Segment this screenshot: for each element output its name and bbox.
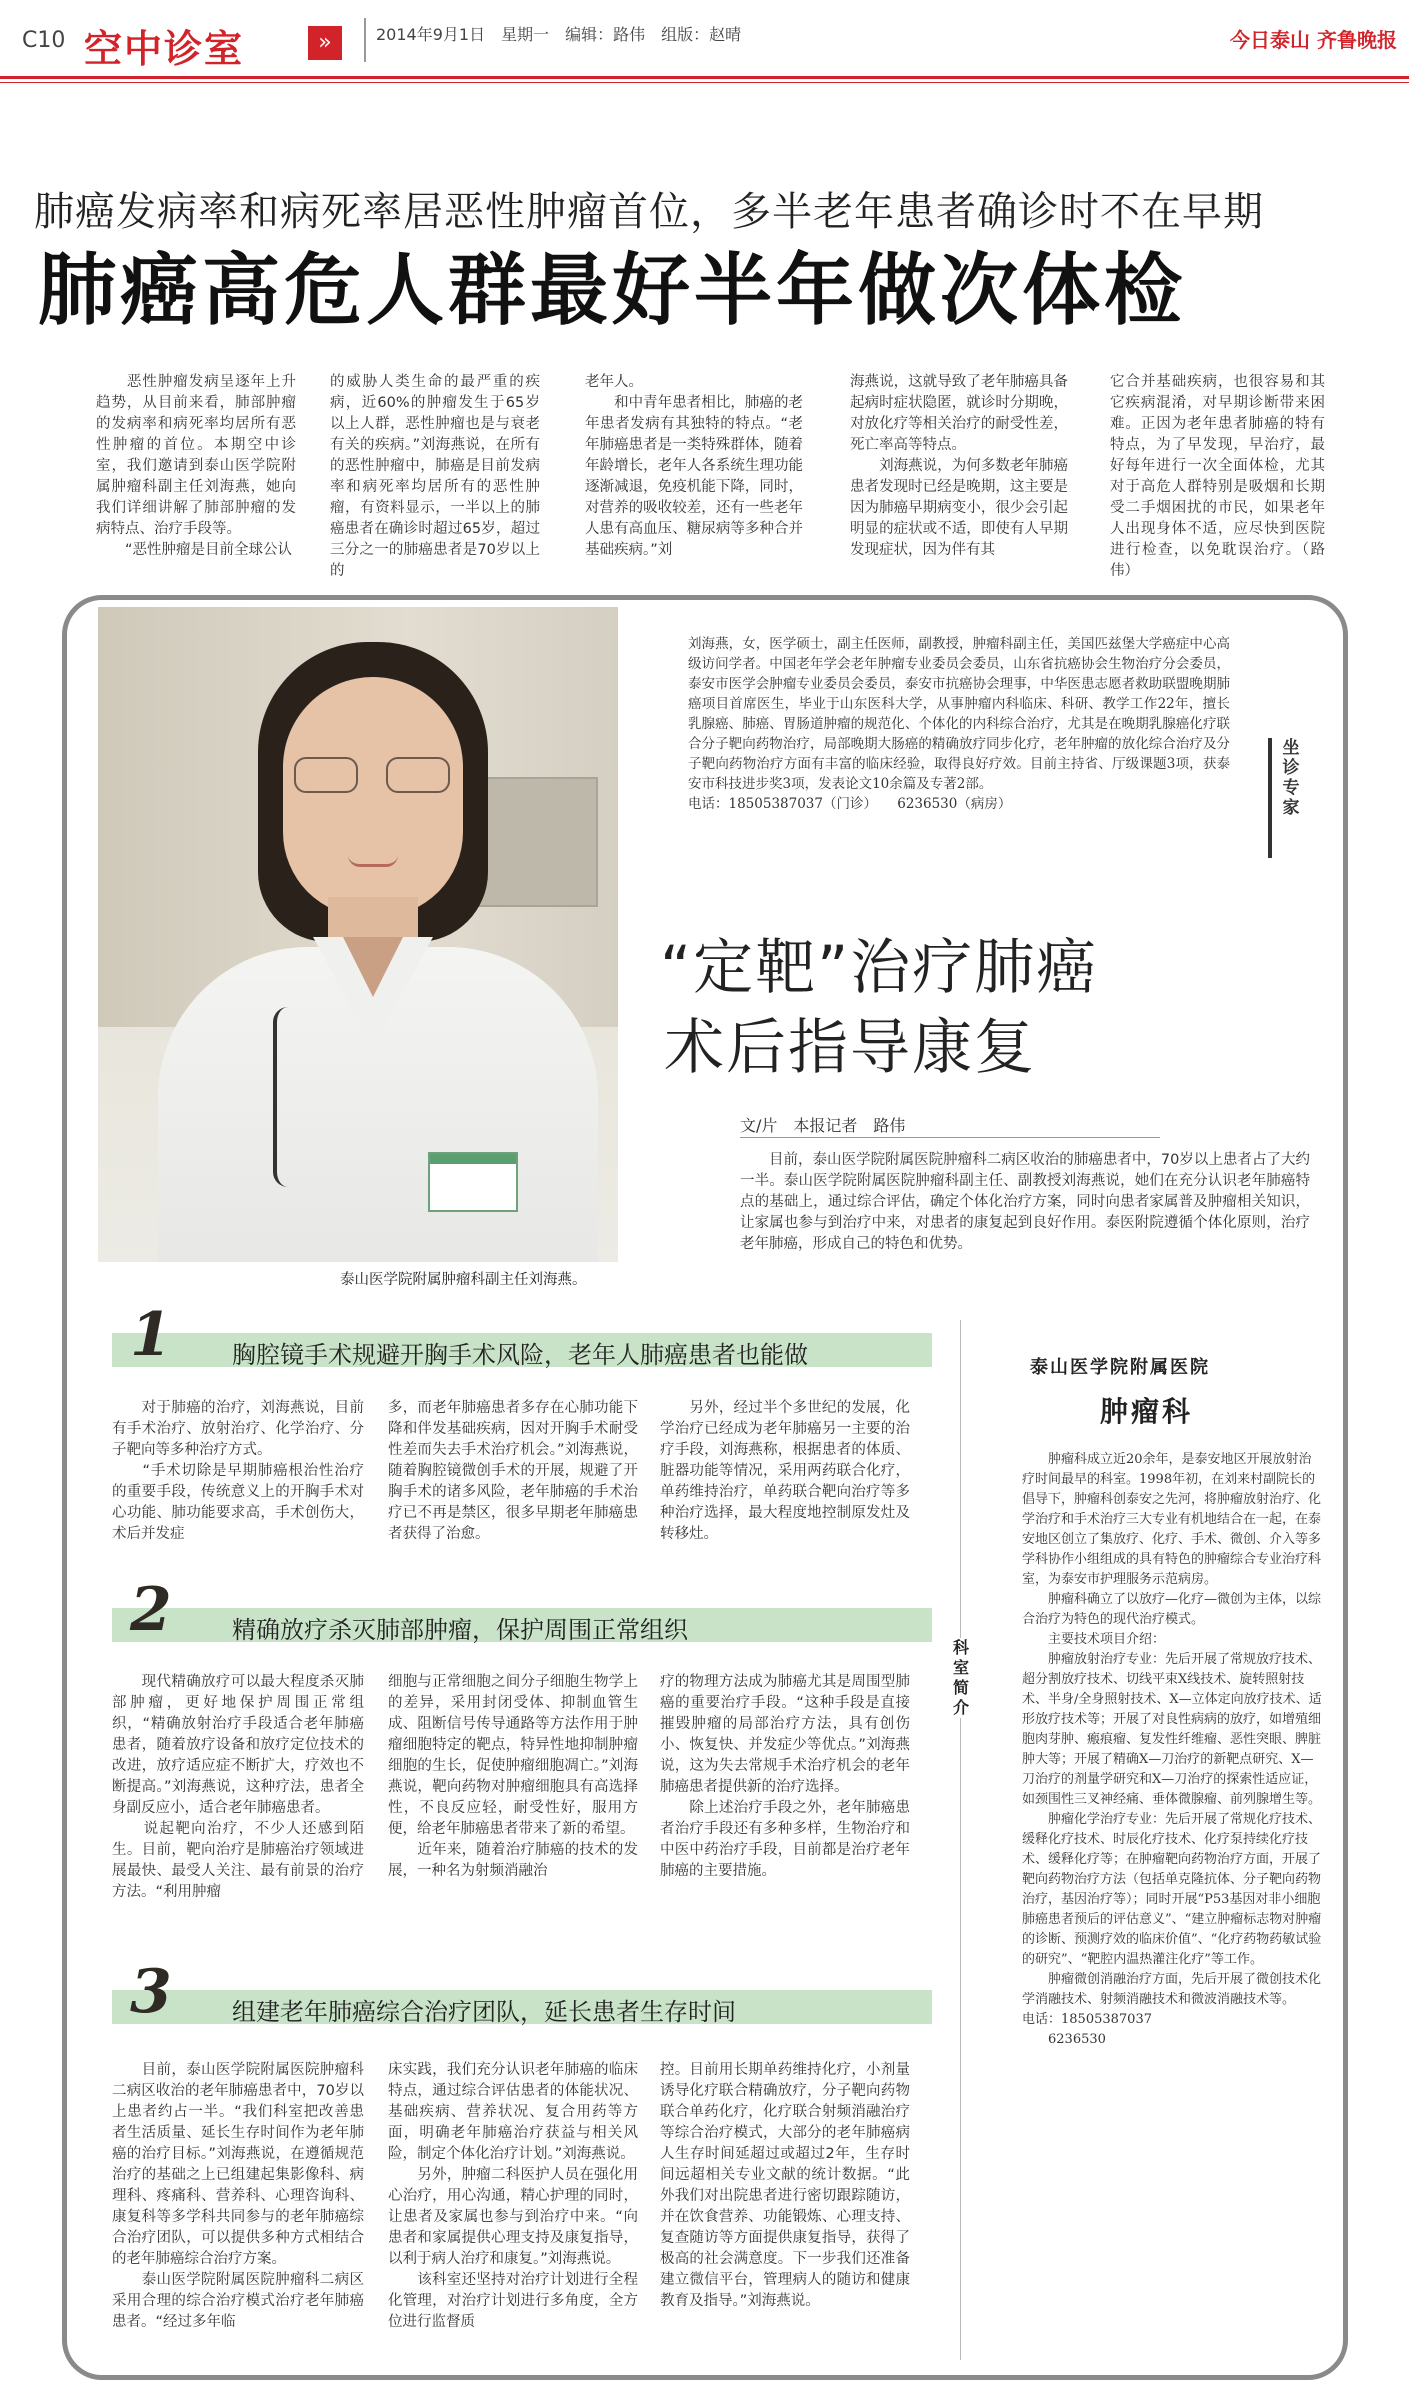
section-title-1: 胸腔镜手术规避开胸手术风险，老年人肺癌患者也能做 — [232, 1341, 808, 1369]
header-rule — [0, 76, 1409, 79]
feature-title-line2: 术后指导康复 — [664, 1013, 1036, 1083]
newspaper-masthead: 今日泰山 齐鲁晚报 — [1230, 28, 1397, 52]
section3-column-1: 目前，泰山医学院附属医院肿瘤科二病区收治的老年肺癌患者中，70岁以上患者约占一半。“我们科室把改善患者生活质量、延长生存时间作为老年肺癌的治疗目标。”刘海燕说，在遵循规范治疗的基础之上已组建起集影像科、病理科、疼痛科、营养科、心理咨询科、康复科等多学科共同参与的老年肺癌综合治疗团队，可以提供多种方式相结合的老年肺癌综合治疗方案。 泰山医学院附属医院肿瘤科二病区采用合理的综合治疗模式治疗老年肺癌患者。“经过多年临 — [112, 2062, 364, 2330]
section3-column-3: 控。目前用长期单药维持化疗，小剂量诱导化疗联合精确放疗，分子靶向药物联合单药化疗，化疗联合射频消融治疗等综合治疗模式，大部分的老年肺癌病人生存时间延超过或超过2年，生存时间远超相关专业文献的统计数据。“此外我们对出院患者进行密切跟踪随访，并在饮食营养、功能锻炼、心理支持、复查随访等方面提供康复指导，获得了极高的社会满意度。下一步我们还准备建立微信平台，管理病人的随访和健康教育及指导。”刘海燕说。 — [660, 2062, 910, 2309]
section-number-2: 2 — [130, 1575, 172, 1645]
page-number: C10 — [22, 28, 66, 53]
top-column-3: 老年人。 和中青年患者相比，肺癌的老年患者发病有其独特的特点。“老年肺癌患者是一类特殊群体，随着年龄增长，老年人各系统生理功能逐渐减退，免疫机能下降，同时，对营养的吸收较差，还有一些老年人患有高血压、糖尿病等多种合并基础疾病。”刘 — [585, 374, 803, 558]
section-number-3: 3 — [130, 1957, 172, 2027]
feature-title-line1: “定靶”治疗肺癌 — [660, 933, 1099, 1003]
sidebar-text: 肿瘤科成立近20余年，是泰安地区开展放射治疗时间最早的科室。1998年初，在刘来村副院长的倡导下，肿瘤科创泰安之先河，将肿瘤放射治疗、化学治疗和手术治疗三大专业有机地结合在一起，在泰安地区创立了集放疗、化疗、手术、微创、介入等多学科协作小组组成的具有特色的肿瘤综合专业治疗科室，为泰安市护理服务示范病房。 肿瘤科确立了以放疗—化疗—微创为主体，以综合治疗为特色的现代治疗模式。 主要技术项目介绍： 肿瘤放射治疗专业：先后开展了常规放疗技术、超分割放疗技术、切线平束X线技术、旋转照射技术、半身/全身照射技术、X—立体定向放疗技术、适形放疗技术等；开展了对良性病病的放疗，如增殖细胞肉芽肿、瘢痕瘤、复发性纤维瘤、恶性突眼、脾脏肿大等；开展了精确X—刀治疗的新靶点研究、X—刀治疗的剂量学研究和X—刀治疗的探索性适应证，如颈围性三叉神经痛、垂体微腺瘤、前列腺增生等。 肿瘤化学治疗专业：先后开展了常规化疗技术、缓释化疗技术、时辰化疗技术、化疗泵持续化疗技术、缓释化疗等；在肿瘤靶向药物治疗方面，开展了靶向药物治疗方法（包括单克隆抗体、分子靶向药物治疗，基因治疗等）；同时开展“P53基因对非小细胞肺癌患者预后的评估意义”、“建立肿瘤标志物对肿瘤的诊断、预测疗效的临床价值”、“化疗药物药敏试验的研究”、“靶腔内温热灌注化疗”等工作。 肿瘤微创消融治疗方面，先后开展了微创技术化学消融技术、射频消融技术和微波消融技术等。 电话：18505387037 6236530 — [1022, 1452, 1322, 2047]
sidebar-department: 肿瘤科 — [1100, 1395, 1194, 1428]
section3-column-2: 床实践，我们充分认识老年肺癌的临床特点，通过综合评估患者的体能状况、基础疾病、营养状况、复合用药等方面，明确老年肺癌治疗获益与相关风险，制定个体化治疗计划。”刘海燕说。 另外，肿瘤二科医护人员在强化用心治疗，用心沟通，精心护理的同时，让患者及家属也参与到治疗中来。“向患者和家属提供心理支持及康复指导，以利于病人治疗和康复。”刘海燕说。 该科室还坚持对治疗计划进行全程化管理，对治疗计划进行多角度，全方位进行监督质 — [388, 2062, 638, 2330]
section-title-3: 组建老年肺癌综合治疗团队，延长患者生存时间 — [232, 1998, 736, 2026]
top-column-4: 海燕说，这就导致了老年肺癌具备起病时症状隐匿，就诊时分期晚，对放化疗等相关治疗的耐受性差，死亡率高等特点。 刘海燕说，为何多数老年肺癌患者发现时已经是晚期，这主要是因为肺癌早期病变小，很少会引起明显的症状或不适，即使有人早期发现症状，因为伴有其 — [850, 374, 1068, 558]
doctor-bio: 刘海燕，女，医学硕士，副主任医师，副教授，肿瘤科副主任，美国匹兹堡大学癌症中心高级访问学者。中国老年学会老年肿瘤专业委员会委员，山东省抗癌协会生物治疗分会委员，泰安市医学会肿瘤专业委员会委员，泰安市抗癌协会理事，中华医患志愿者救助联盟晚期肺癌项目首席医生，毕业于山东医科大学，从事肿瘤内科临床、科研、教学工作22年，擅长乳腺癌、肺癌、胃肠道肿瘤的规范化、个体化的内科综合治疗，尤其是在晚期乳腺癌化疗联合分子靶向药物治疗，局部晚期大肠癌的精确放疗同步化疗，老年肿瘤的放化综合治疗及分子靶向药物治疗方面有丰富的临床经验，取得良好疗效。目前主持省、厅级课题3项，获泰安市科技进步奖3项，发表论文10余篇及专著2部。 电话：18505387037（门诊） 6236530（病房） — [688, 636, 1230, 812]
section1-column-1: 对于肺癌的治疗，刘海燕说，目前有手术治疗、放射治疗、化学治疗、分子靶向等多种治疗方式。 “手术切除是早期肺癌根治性治疗的重要手段，传统意义上的开胸手术对心功能、肺功能要求高，手术创伤大，术后并发症 — [112, 1400, 364, 1542]
feature-lead: 目前，泰山医学院附属医院肿瘤科二病区收治的肺癌患者中，70岁以上患者占了大约一半。泰山医学院附属医院肿瘤科副主任、副教授刘海燕说，她们在充分认识老年肺癌特点的基础上，通过综合评估，确定个体化治疗方案，同时向患者家属普及肿瘤相关知识，让家属也参与到治疗中来，对患者的康复起到良好作用。泰医附院遵循个体化原则，治疗老年肺癌，形成自己的特色和优势。 — [740, 1152, 1310, 1252]
sidebar-hospital: 泰山医学院附属医院 — [1030, 1357, 1210, 1378]
header-rule-thin — [0, 82, 1409, 83]
top-column-5: 它合并基础疾病，也很容易和其它疾病混淆，对早期诊断带来困难。正因为老年患者肺癌的特有特点，为了早发现，早治疗，最好每年进行一次全面体检，尤其对于高危人群特别是吸烟和长期受二手烟困扰的市民，如果老年人出现身体不适，应尽快到医院进行检查，以免耽误治疗。（路伟） — [1110, 374, 1325, 579]
doctor-photo — [98, 607, 618, 1262]
page-header — [0, 0, 1409, 80]
section-title: 空中诊室 — [84, 27, 245, 71]
section2-column-1: 现代精确放疗可以最大程度杀灭肺部肿瘤，更好地保护周围正常组织，“精确放射治疗手段适合老年肺癌患者，随着放疗设备和放疗定位技术的改进，放疗适应症不断扩大，疗效也不断提高。”刘海燕说，这种疗法，患者全身副反应小，适合老年肺癌患者。 说起靶向治疗，不少人还感到陌生。目前，靶向治疗是肺癌治疗领域进展最快、最受人关注、最有前景的治疗方法。“利用肿瘤 — [112, 1674, 364, 1900]
top-column-1: 恶性肿瘤发病呈逐年上升趋势，从目前来看，肺部肿瘤的发病率和病死率均居所有恶性肿瘤的首位。本期空中诊室，我们邀请到泰山医学院附属肿瘤科副主任刘海燕，她向我们详细讲解了肺部肿瘤的发病特点、治疗手段等。 “恶性肿瘤是目前全球公认 — [96, 374, 296, 558]
section-title-2: 精确放疗杀灭肺部肿瘤，保护周围正常组织 — [232, 1616, 688, 1644]
section1-column-2: 多，而老年肺癌患者多存在心肺功能下降和伴发基础疾病，因对开胸手术耐受性差而失去手术治疗机会。”刘海燕说，随着胸腔镜微创手术的开展，规避了开胸手术的诸多风险，老年肺癌的手术治疗已不再是禁区，很多早期老年肺癌患者获得了治愈。 — [388, 1400, 638, 1542]
article-headline: 肺癌高危人群最好半年做次体检 — [38, 246, 1187, 336]
chevron-right-icon: » — [308, 26, 342, 60]
header-divider — [364, 18, 366, 62]
expert-tag: 坐诊专家 — [1282, 738, 1300, 818]
article-kicker: 肺癌发病率和病死率居恶性肿瘤首位，多半老年患者确诊时不在早期 — [34, 189, 1264, 235]
sidebar-divider — [960, 1320, 961, 2360]
issue-info: 2014年9月1日 星期一 编辑：路伟 组版：赵晴 — [376, 25, 742, 44]
section2-column-2: 细胞与正常细胞之间分子细胞生物学上的差异，采用封闭受体、抑制血管生成、阻断信号传导通路等方法作用于肿瘤细胞特定的靶点，特异性地抑制肿瘤细胞的生长，促使肿瘤细胞凋亡。”刘海燕说，靶向药物对肿瘤细胞具有高选择性，不良反应轻，耐受性好，服用方便，给老年肺癌患者带来了新的希望。 近年来，随着治疗肺癌的技术的发展，一种名为射频消融治 — [388, 1674, 638, 1879]
byline: 文/片 本报记者 路伟 — [740, 1116, 906, 1135]
photo-caption: 泰山医学院附属肿瘤科副主任刘海燕。 — [340, 1272, 587, 1288]
section2-column-3: 疗的物理方法成为肺癌尤其是周围型肺癌的重要治疗手段。“这种手段是直接摧毁肿瘤的局部治疗方法，具有创伤小、恢复快、并发症少等优点。”刘海燕说，这为失去常规手术治疗机会的老年肺癌患者提供新的治疗选择。 除上述治疗手段之外，老年肺癌患者治疗手段还有多种多样，生物治疗和中医中药治疗手段，目前都是治疗老年肺癌的主要措施。 — [660, 1674, 910, 1879]
section-number-1: 1 — [130, 1300, 172, 1370]
section1-column-3: 另外，经过半个多世纪的发展，化学治疗已经成为老年肺癌另一主要的治疗手段，刘海燕称，根据患者的体质、脏器功能等情况，采用两药联合化疗，单药维持治疗，单药联合靶向治疗等多种治疗选择，最大程度地控制原发灶及转移灶。 — [660, 1400, 910, 1542]
department-intro-tag: 科室简介 — [946, 1638, 976, 1718]
top-column-2: 的威胁人类生命的最严重的疾病，近60%的肿瘤发生于65岁以上人群，恶性肿瘤也是与衰老有关的疾病。”刘海燕说，在所有的恶性肿瘤中，肺癌是目前发病率和病死率均居所有的恶性肿瘤，有资料显示，一半以上的肺癌患者在确诊时超过65岁，超过三分之一的肺癌患者是70岁以上的 — [330, 374, 540, 579]
byline-rule — [740, 1137, 1160, 1138]
